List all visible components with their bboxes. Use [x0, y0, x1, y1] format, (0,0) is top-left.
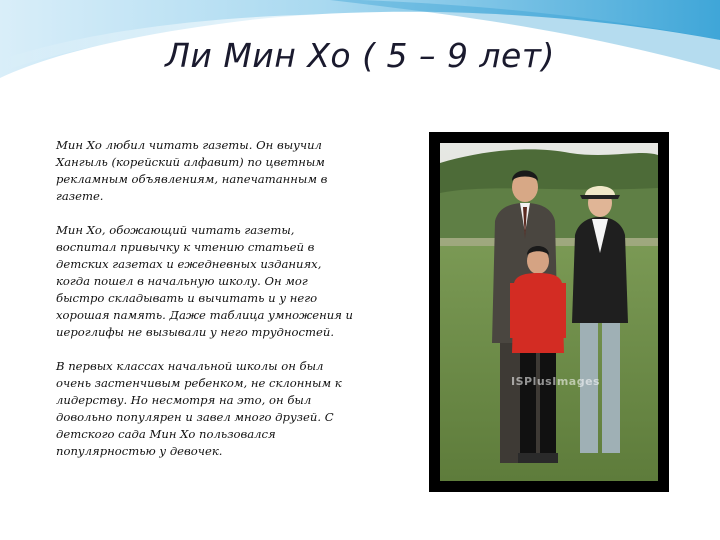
paragraph-2: Мин Хо, обожающий читать газеты, воспитал привычку к чтению статьей в детских газетах и ежедневных изданиях, когда пошел в начальную школу. Он мог быстро складывать и вычитать и у него хорошая память. Даже таблица умножения и иероглифы не вызывали у него трудностей.: [56, 223, 354, 339]
photo-frame: [429, 132, 669, 492]
paragraph-3: В первых классах начальной школы он был очень застенчивым ребенком, не склонным к лидерству. Но несмотря на это, он был довольно популярен и завел много друзей. С детского сада Мин Хо пользовался популярностью у девочек.: [56, 359, 342, 458]
slide-title: Ли Мин Хо ( 5 – 9 лет): [165, 36, 555, 75]
body-text: [56, 137, 356, 477]
paragraph-1: Мин Хо любил читать газеты. Он выучил Хангыль (корейский алфавит) по цветным рекламным объявлениям, напечатанным в газете.: [56, 138, 328, 203]
photo-watermark: ISPlusImages: [511, 375, 601, 388]
family-photo: [440, 143, 658, 481]
